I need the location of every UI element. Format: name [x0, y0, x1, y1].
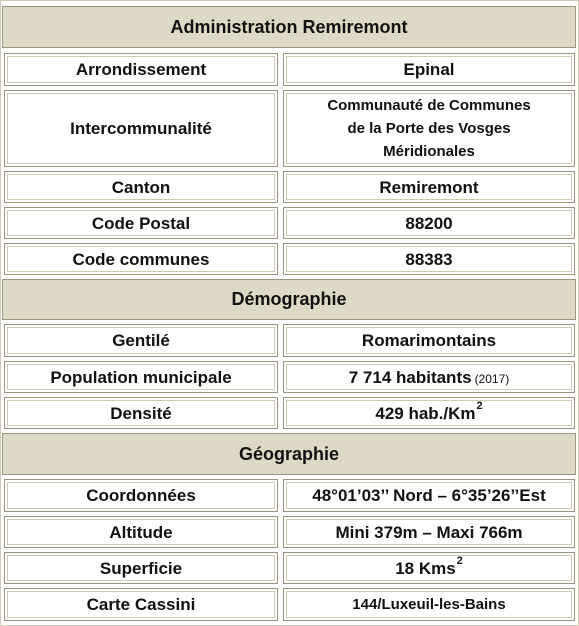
label-gentile: Gentilé	[4, 324, 278, 357]
value-code-postal: 88200	[283, 207, 575, 239]
value-population-text: 7 714 habitants	[348, 367, 472, 387]
value-code-communes: 88383	[283, 243, 575, 275]
section-header-geographie: Géographie	[2, 433, 576, 475]
value-population-year: (2017)	[474, 371, 510, 386]
label-population: Population municipale	[4, 361, 278, 393]
label-intercommunalite: Intercommunalité	[4, 90, 278, 167]
value-gentile: Romarimontains	[283, 324, 575, 357]
value-densite-sup: 2	[476, 399, 483, 412]
value-coordonnees: 48°01’03’’ Nord – 6°35’26’’Est	[283, 479, 575, 512]
value-altitude: Mini 379m – Maxi 766m	[283, 516, 575, 548]
label-carte-cassini: Carte Cassini	[4, 588, 278, 621]
value-intercommunalite-line-2: de la Porte des Vosges	[347, 120, 511, 137]
label-coordonnees: Coordonnées	[4, 479, 278, 512]
value-arrondissement: Epinal	[283, 53, 575, 86]
value-intercommunalite	[283, 90, 575, 167]
value-intercommunalite-line-1: Communauté de Communes	[327, 97, 531, 114]
label-canton: Canton	[4, 171, 278, 203]
value-superficie	[283, 552, 575, 584]
value-carte-cassini: 144/Luxeuil-les-Bains	[283, 588, 575, 621]
value-superficie-sup: 2	[456, 554, 463, 567]
label-code-postal: Code Postal	[4, 207, 278, 239]
label-densite: Densité	[4, 397, 278, 429]
value-superficie-text: 18 Kms	[395, 558, 456, 578]
value-population	[283, 361, 575, 393]
section-header-administration: Administration Remiremont	[2, 6, 576, 48]
value-canton: Remiremont	[283, 171, 575, 203]
label-arrondissement: Arrondissement	[4, 53, 278, 86]
label-altitude: Altitude	[4, 516, 278, 548]
label-superficie: Superficie	[4, 552, 278, 584]
section-header-demographie: Démographie	[2, 279, 576, 320]
value-intercommunalite-line-3: Méridionales	[383, 143, 475, 160]
label-code-communes: Code communes	[4, 243, 278, 275]
value-densite	[283, 397, 575, 429]
value-densite-text: 429 hab./Km	[375, 403, 476, 423]
